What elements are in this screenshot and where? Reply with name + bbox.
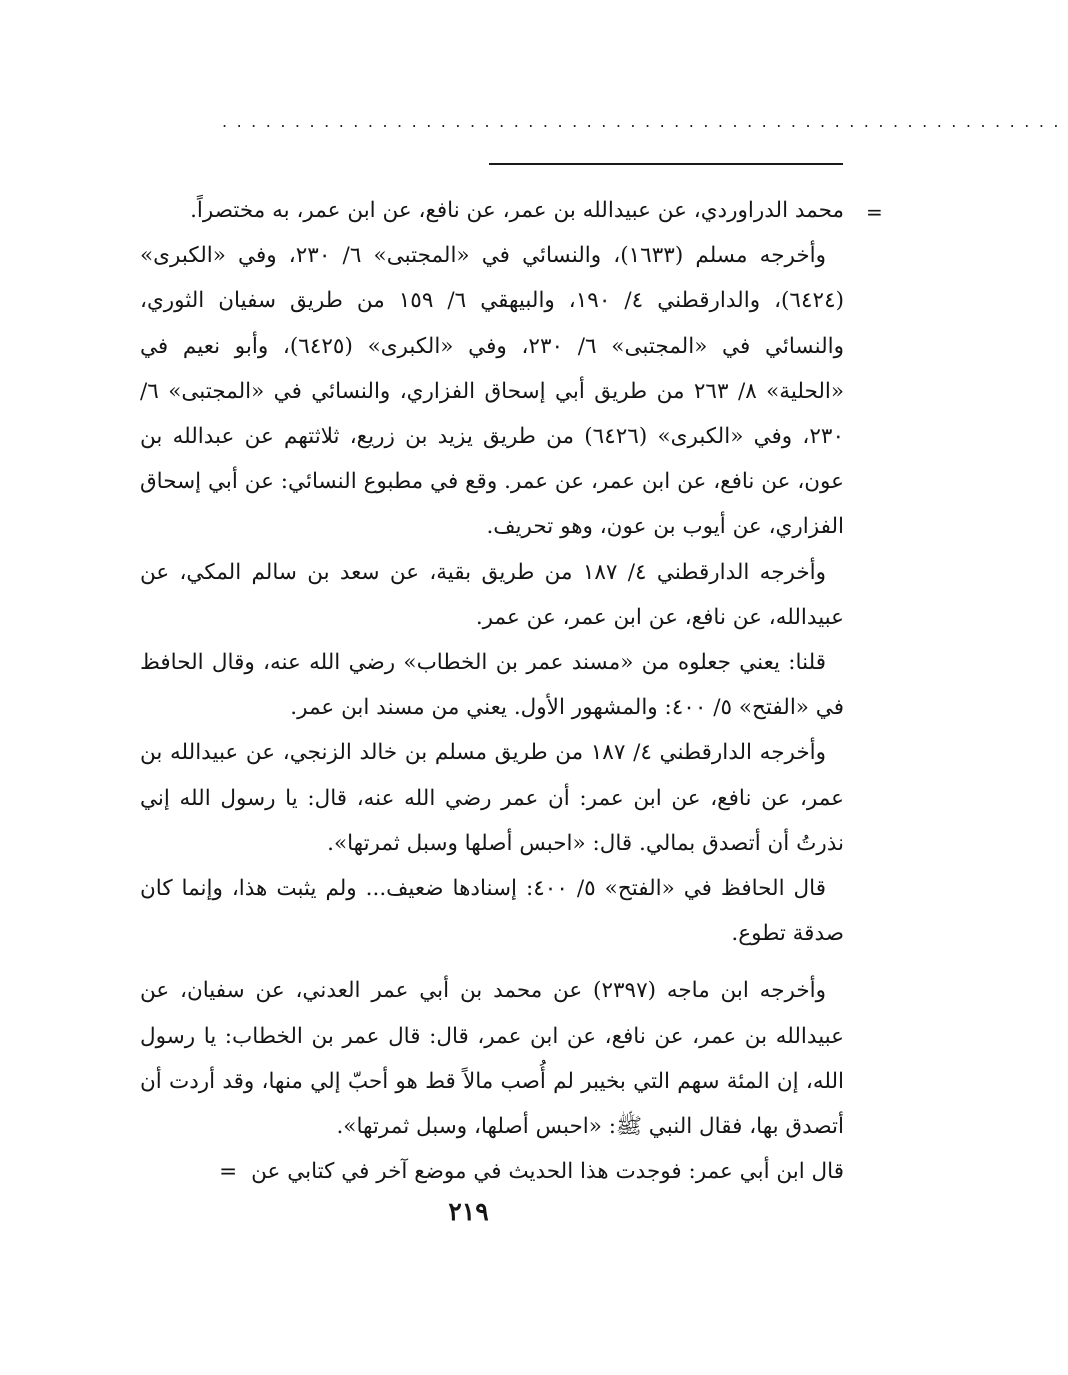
separator-dots: .......................................................... bbox=[222, 112, 1068, 131]
paragraph-8 bbox=[140, 1149, 844, 1194]
trailing-continuation-mark: = bbox=[219, 1159, 238, 1185]
paragraph-6: قال الحافظ في «الفتح» ٥/ ٤٠٠: إسنادها ضعيف... ولم يثبت هذا، وإنما كان صدقة تطوع. bbox=[140, 876, 844, 947]
paragraph-7: وأخرجه ابن ماجه (٢٣٩٧) عن محمد بن أبي عمر العدني، عن سفيان، عن عبيدالله بن عمر، عن نافع، عن ابن عمر، قال: قال عمر بن الخطاب: يا رسول الله، إن المئة سهم التي بخيبر لم أُصب مالاً قط هو أحبّ إلي منها، وقد أردت أن أتصدق بها، فقال النبي ﷺ: «احبس أصلها، وسبل ثمرتها». bbox=[140, 978, 844, 1140]
footnote-rule bbox=[489, 163, 843, 165]
paragraph-3: وأخرجه الدارقطني ٤/ ١٨٧ من طريق بقية، عن سعد بن سالم المكي، عن عبيدالله، عن نافع، عن ابن عمر، عن عمر. bbox=[140, 559, 844, 630]
paragraph-1: محمد الدراوردي، عن عبيدالله بن عمر، عن نافع، عن ابن عمر، به مختصراً. bbox=[190, 198, 844, 223]
footnote-body bbox=[140, 188, 844, 1194]
paragraph-4: قلنا: يعني جعلوه من «مسند عمر بن الخطاب» رضي الله عنه، وقال الحافظ في «الفتح» ٥/ ٤٠٠: والمشهور الأول. يعني من مسند ابن عمر. bbox=[140, 650, 844, 721]
continuation-mark: = bbox=[866, 200, 883, 224]
paragraph-2: وأخرجه مسلم (١٦٣٣)، والنسائي في «المجتبى» ٦/ ٢٣٠، وفي «الكبرى» (٦٤٢٤)، والدارقطني ٤/ ١٩٠، والبيهقي ٦/ ١٥٩ من طريق سفيان الثوري، والنسائي في «المجتبى» ٦/ ٢٣٠، وفي «الكبرى» (٦٤٢٥)، وأبو نعيم في «الحلية» ٨/ ٢٦٣ من طريق أبي إسحاق الفزاري، والنسائي في «المجتبى» ٦/ ٢٣٠، وفي «الكبرى» (٦٤٢٦) من طريق يزيد بن زريع، ثلاثتهم عن عبدالله بن عون، عن نافع، عن ابن عمر، عن عمر. وقع في مطبوع النسائي: عن أبي إسحاق الفزاري، عن أيوب بن عون، وهو تحريف. bbox=[140, 243, 845, 540]
paragraph-8-text: قال ابن أبي عمر: فوجدت هذا الحديث في موضع آخر في كتابي عن bbox=[251, 1159, 844, 1185]
paragraph-5: وأخرجه الدارقطني ٤/ ١٨٧ من طريق مسلم بن خالد الزنجي، عن عبيدالله بن عمر، عن نافع، عن ابن عمر: أن عمر رضي الله عنه، قال: يا رسول الله إني نذرتُ أن أتصدق بمالي. قال: «احبس أصلها وسبل ثمرتها». bbox=[140, 740, 844, 856]
page-number: ٢١٩ bbox=[448, 1197, 489, 1226]
